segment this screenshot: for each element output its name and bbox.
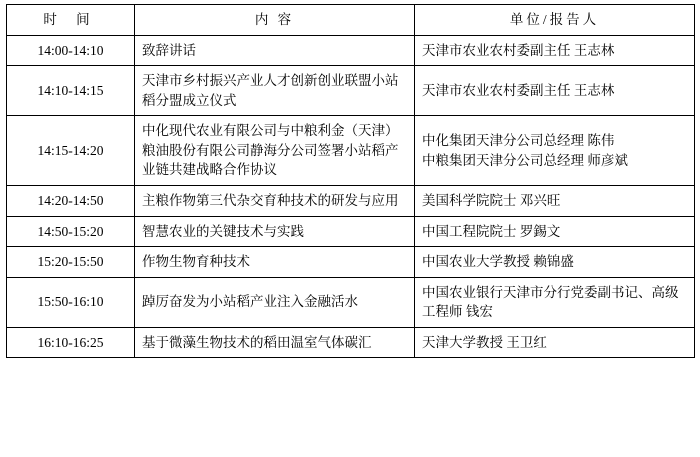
cell-unit bbox=[415, 216, 695, 247]
cell-unit bbox=[415, 116, 695, 186]
cell-unit-line: 中国工程院院士 罗錫文 bbox=[422, 223, 561, 239]
column-header-content: 内 容 bbox=[135, 5, 415, 36]
cell-content: 基于微藻生物技术的稻田温室气体碳汇 bbox=[135, 327, 415, 358]
cell-unit-line: 中粮集团天津分公司总经理 师彦斌 bbox=[422, 152, 628, 168]
table-row bbox=[7, 35, 695, 66]
cell-content: 致辞讲话 bbox=[135, 35, 415, 66]
table-header bbox=[7, 5, 695, 36]
cell-unit-line: 天津市农业农村委副主任 王志林 bbox=[422, 42, 615, 58]
cell-time: 14:15-14:20 bbox=[7, 116, 135, 186]
table-row bbox=[7, 116, 695, 186]
cell-content: 主粮作物第三代杂交育种技术的研发与应用 bbox=[135, 185, 415, 216]
cell-content: 天津市乡村振兴产业人才创新创业联盟小站稻分盟成立仪式 bbox=[135, 66, 415, 116]
cell-unit bbox=[415, 66, 695, 116]
cell-unit-line: 天津大学教授 王卫红 bbox=[422, 334, 547, 350]
cell-unit bbox=[415, 247, 695, 278]
cell-unit bbox=[415, 327, 695, 358]
cell-content: 智慧农业的关键技术与实践 bbox=[135, 216, 415, 247]
cell-content: 中化现代农业有限公司与中粮利金（天津）粮油股份有限公司静海分公司签署小站稻产业链共建战略合作协议 bbox=[135, 116, 415, 186]
cell-unit-line: 中国农业大学教授 赖锦盛 bbox=[422, 254, 574, 270]
column-header-unit: 单位/报告人 bbox=[415, 5, 695, 36]
cell-time: 14:00-14:10 bbox=[7, 35, 135, 66]
table-row bbox=[7, 277, 695, 327]
cell-unit-line: 美国科学院院士 邓兴旺 bbox=[422, 192, 561, 208]
header-row bbox=[7, 5, 695, 36]
table-row bbox=[7, 216, 695, 247]
cell-unit-line: 中化集团天津分公司总经理 陈伟 bbox=[422, 133, 615, 149]
cell-unit bbox=[415, 185, 695, 216]
cell-content: 踔厉奋发为小站稻产业注入金融活水 bbox=[135, 277, 415, 327]
table-row bbox=[7, 247, 695, 278]
cell-time: 15:50-16:10 bbox=[7, 277, 135, 327]
cell-unit bbox=[415, 277, 695, 327]
cell-time: 16:10-16:25 bbox=[7, 327, 135, 358]
column-header-time: 时 间 bbox=[7, 5, 135, 36]
table-row bbox=[7, 66, 695, 116]
table-row bbox=[7, 185, 695, 216]
cell-time: 14:10-14:15 bbox=[7, 66, 135, 116]
cell-unit-line: 中国农业银行天津市分行党委副书记、高级工程师 钱宏 bbox=[422, 284, 679, 320]
cell-time: 14:20-14:50 bbox=[7, 185, 135, 216]
cell-unit-line: 天津市农业农村委副主任 王志林 bbox=[422, 82, 615, 98]
cell-time: 15:20-15:50 bbox=[7, 247, 135, 278]
cell-content: 作物生物育种技术 bbox=[135, 247, 415, 278]
table-row bbox=[7, 327, 695, 358]
cell-time: 14:50-15:20 bbox=[7, 216, 135, 247]
cell-unit bbox=[415, 35, 695, 66]
schedule-table bbox=[6, 4, 695, 358]
table-body bbox=[7, 35, 695, 358]
